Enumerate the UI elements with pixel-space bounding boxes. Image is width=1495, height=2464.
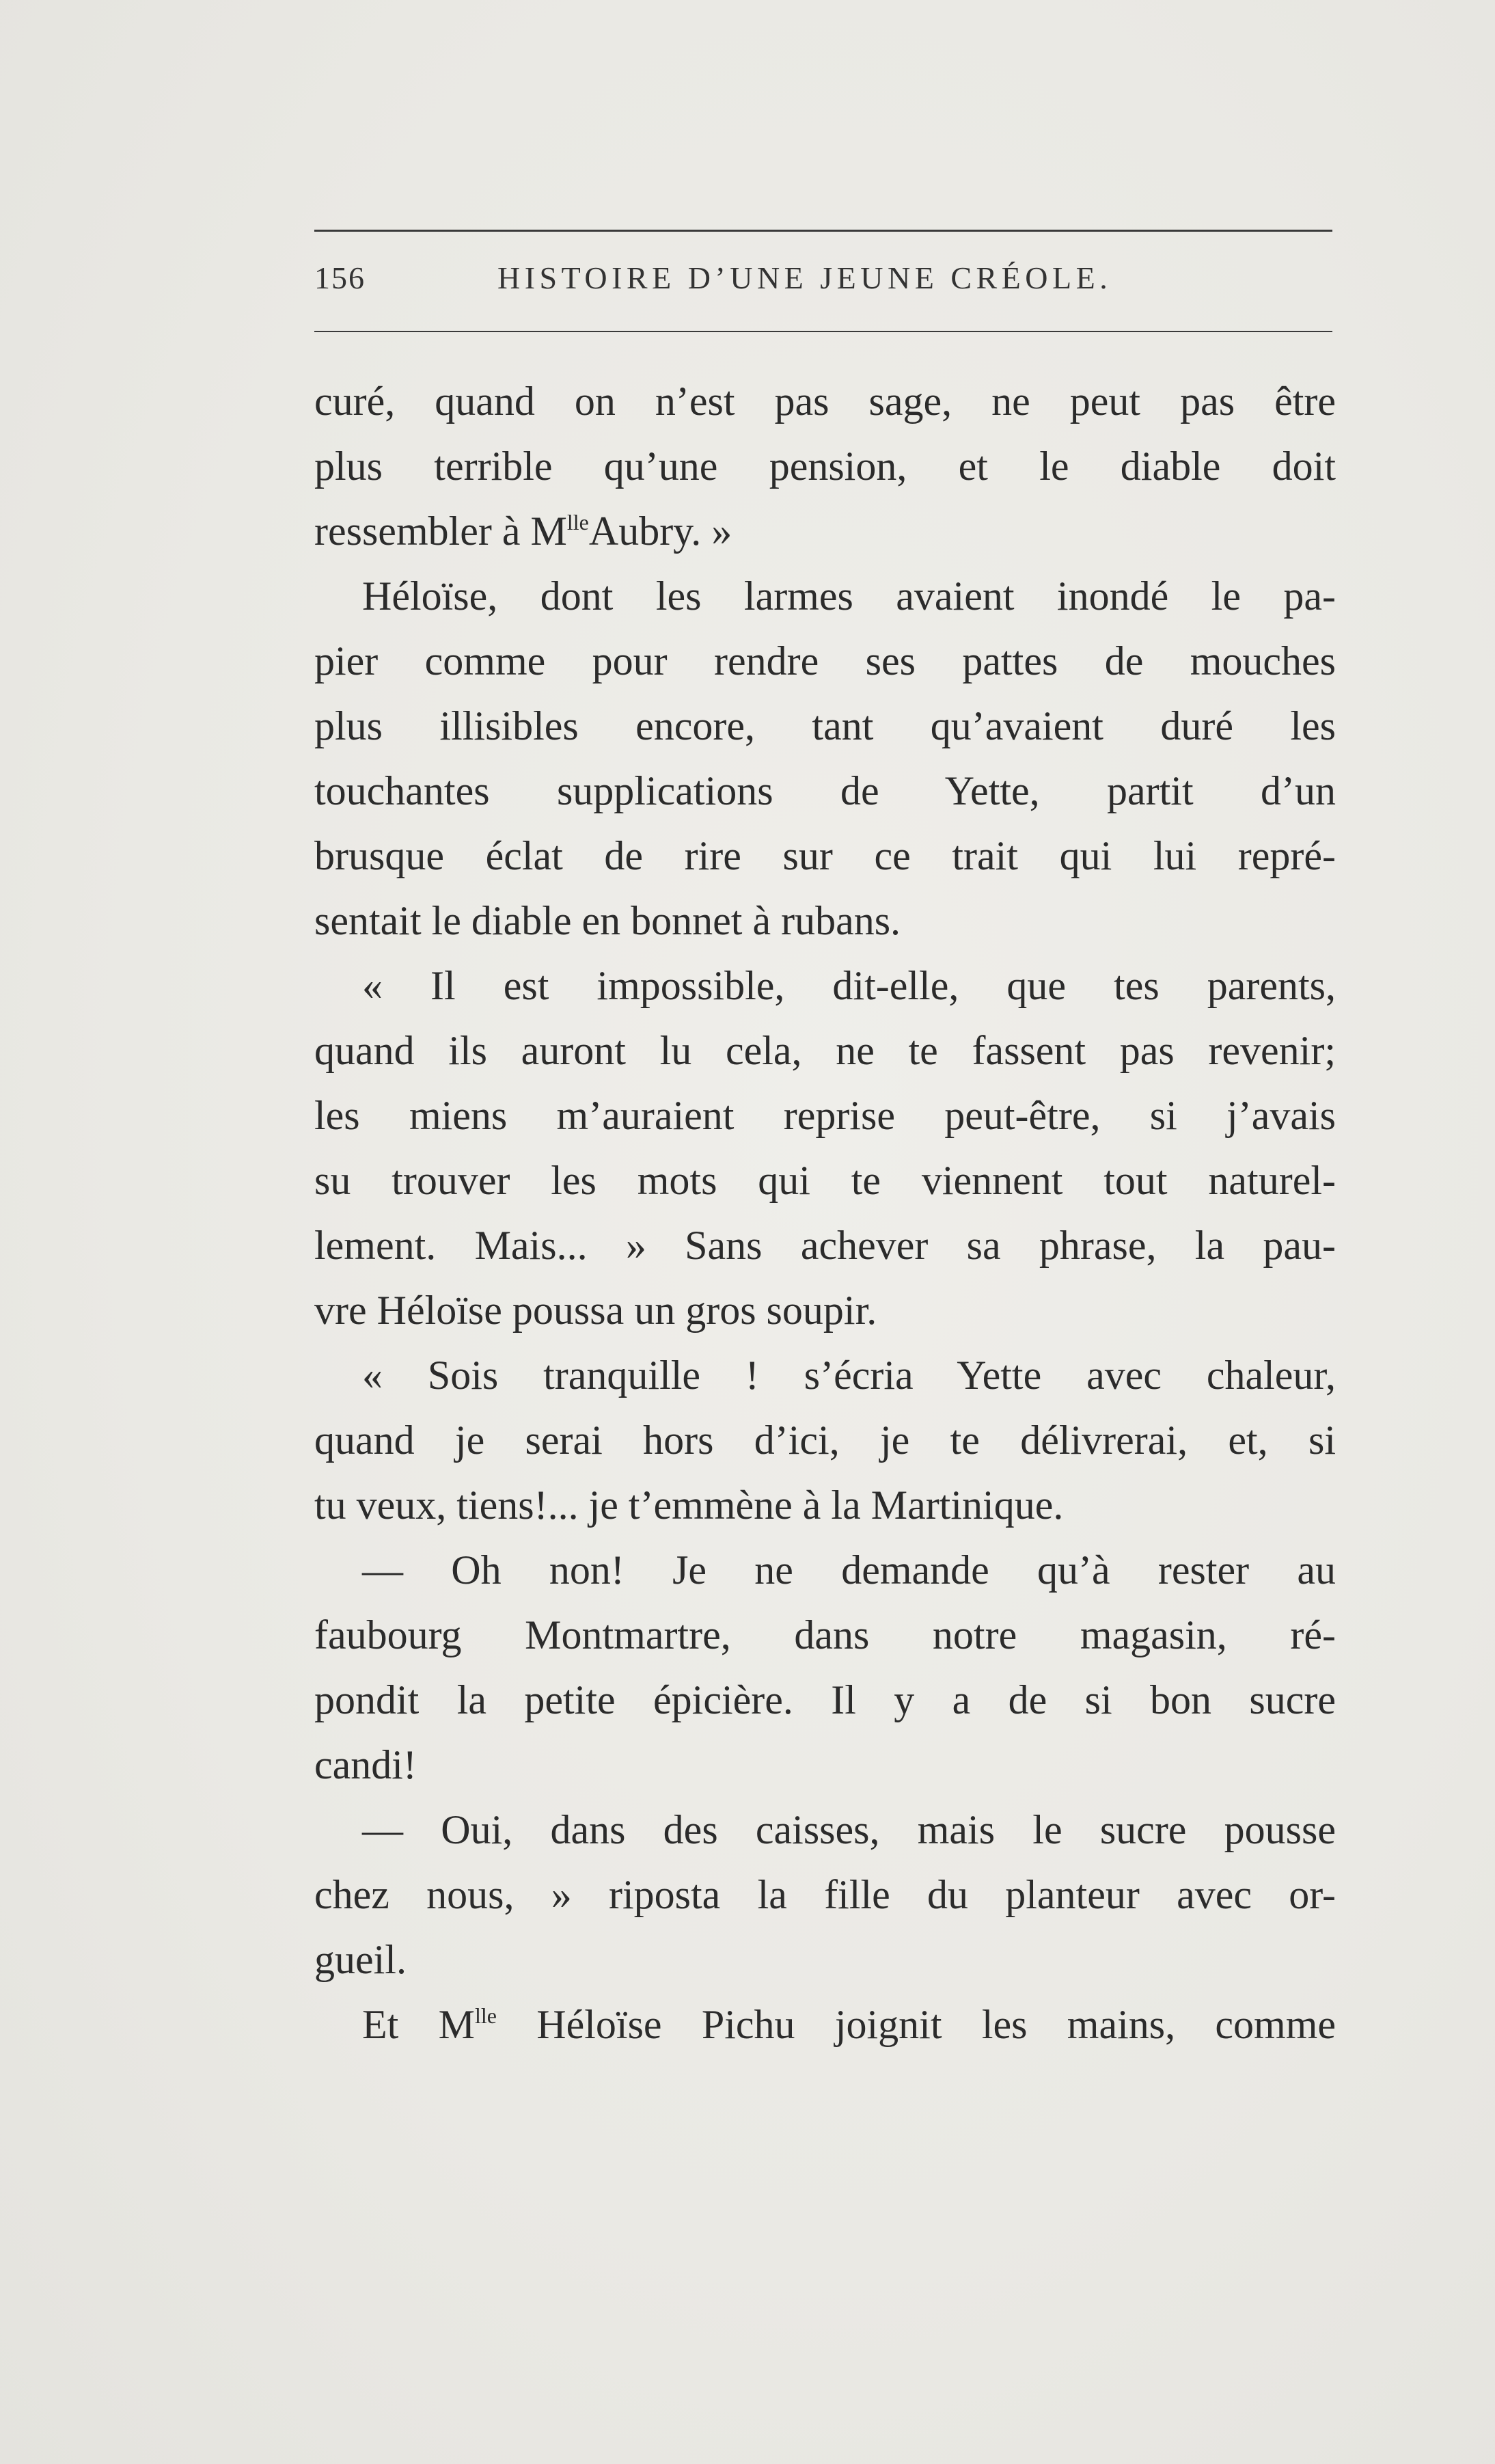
text-line: chez nous, » riposta la fille du planteur avec or- [314,1872,1336,1917]
text-line: pondit la petite épicière. Il y a de si bon sucre [314,1677,1336,1722]
text-fragment: Aubry. » [588,509,732,554]
text-line: faubourg Montmartre, dans notre magasin, ré- [314,1612,1336,1657]
running-title: HISTOIRE D’UNE JEUNE CRÉOLE. [497,260,1112,295]
text-line: brusque éclat de rire sur ce trait qui lui repré- [314,833,1336,878]
text-line: — Oui, dans des caisses, mais le sucre pousse [362,1807,1336,1852]
text-line: tu veux, tiens!... je t’emmène à la Martinique. [314,1483,1064,1528]
text-line: quand ils auront lu cela, ne te fassent pas revenir; [314,1028,1336,1073]
abbreviation-superscript: lle [566,510,589,534]
text-line: « Sois tranquille ! s’écria Yette avec chaleur, [362,1353,1336,1398]
text-line: pier comme pour rendre ses pattes de mouches [314,638,1336,683]
text-line: lement. Mais... » Sans achever sa phrase, la pau- [314,1223,1336,1268]
text-fragment: Héloïse Pichu joignit les mains, comme [496,2002,1336,2047]
text-line: vre Héloïse poussa un gros soupir. [314,1288,877,1333]
text-line: plus terrible qu’une pension, et le diable doit [314,444,1336,489]
text-line: curé, quand on n’est pas sage, ne peut pas être [314,379,1336,424]
running-header [314,260,1332,314]
text-line: sentait le diable en bonnet à rubans. [314,898,901,943]
page-number: 156 [314,260,366,295]
text-line: quand je serai hors d’ici, je te délivrerai, et, si [314,1418,1336,1463]
abbreviation-superscript: lle [474,2003,497,2028]
text-fragment: Et M [362,2002,475,2047]
text-line: les miens m’auraient reprise peut-être, si j’avais [314,1093,1336,1138]
header-top-rule [314,230,1332,232]
text-line: su trouver les mots qui te viennent tout naturel- [314,1158,1336,1203]
text-line: gueil. [314,1937,407,1982]
text-line [314,1992,1336,2057]
text-line: touchantes supplications de Yette, partit d’un [314,768,1336,813]
text-fragment: ressembler à M [314,509,567,554]
text-line: — Oh non! Je ne demande qu’à rester au [362,1547,1336,1593]
text-line: candi! [314,1742,417,1787]
header-bottom-rule [314,331,1332,332]
text-line: plus illisibles encore, tant qu’avaient duré les [314,703,1336,748]
body-text [314,369,1336,2057]
text-line [314,499,1336,564]
text-line: « Il est impossible, dit-elle, que tes parents, [362,963,1336,1008]
text-line: Héloïse, dont les larmes avaient inondé le pa- [362,573,1336,619]
